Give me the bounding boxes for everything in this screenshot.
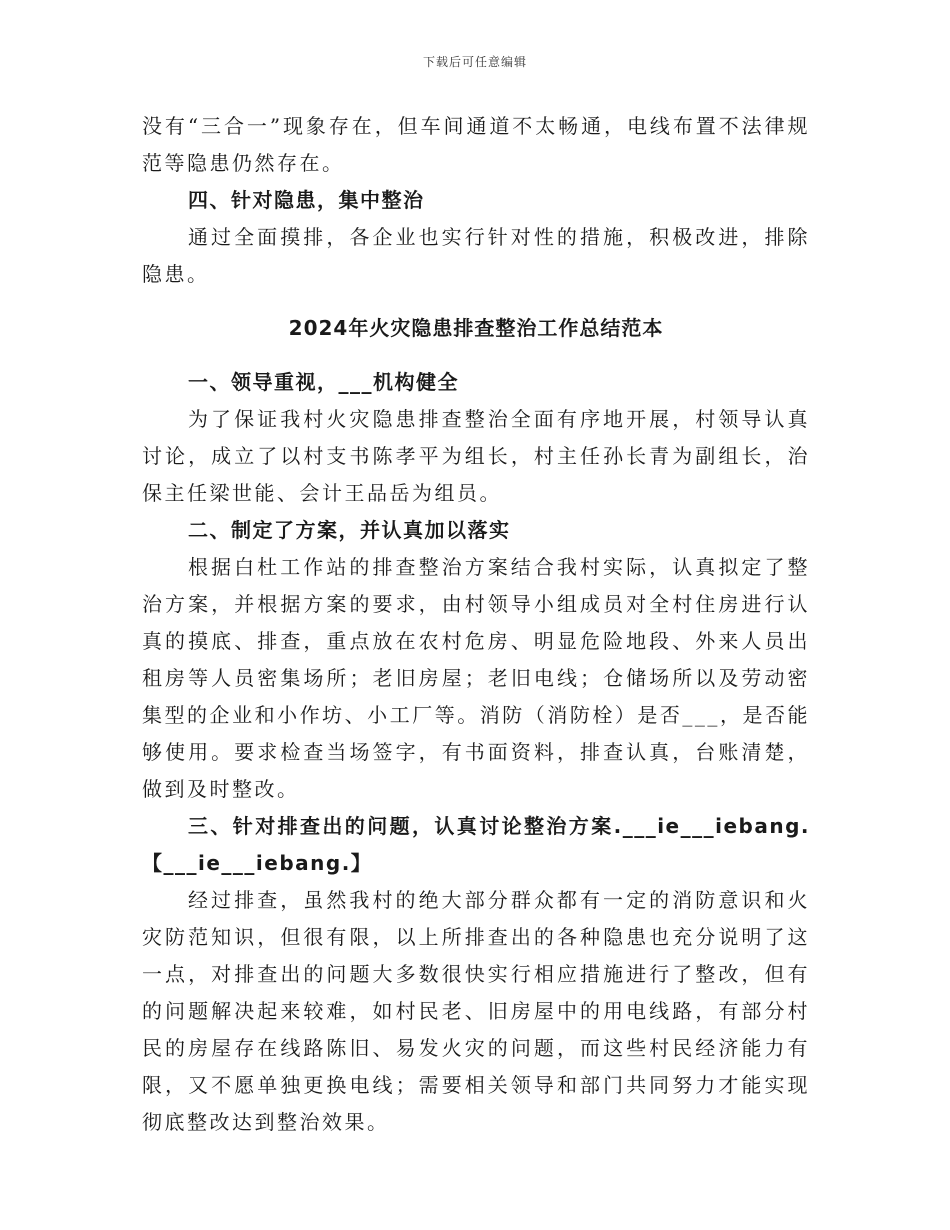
section-1-heading: 一、领导重视，___机构健全 xyxy=(188,370,459,394)
section-2-heading: 二、制定了方案，并认真加以落实 xyxy=(188,518,511,542)
section-3-body: 经过排查，虽然我村的绝大部分群众都有一定的消防意识和火灾防范知识，但很有限，以上所排查出的各种隐患也充分说明了这一点，对排查出的问题大多数很快实行相应措施进行了整改，但有的问题解决起来较难，如村民老、旧房屋中的用电线路，有部分村民的房屋存在线路陈旧、易发火灾的问题，而这些村民经济能力有限，又不愿单独更换电线；需要相关领导和部门共同努力才能实现彻底整改达到整治效果。 xyxy=(142,888,810,1134)
section-2-body: 根据白杜工作站的排查整治方案结合我村实际，认真拟定了整治方案，并根据方案的要求，由村领导小组成员对全村住房进行认真的摸底、排查，重点放在农村危房、明显危险地段、外来人员出租房等人员密集场所；老旧房屋；老旧电线；仓储场所以及劳动密集型的企业和小作坊、小工厂等。消防（消防栓）是否___，是否能够使用。要求检查当场签字，有书面资料，排查认真，台账清楚，做到及时整改。 xyxy=(142,555,810,801)
document-title: 2024年火灾隐患排查整治工作总结范本 xyxy=(288,316,664,340)
section-3-heading: 三、针对排查出的问题，认真讨论整治方案.___ie___iebang.【___ie___iebang.】 xyxy=(142,814,810,875)
section-4-heading: 四、针对隐患，集中整治 xyxy=(188,188,425,212)
document-body xyxy=(142,108,810,1141)
section-4-body: 通过全面摸排，各企业也实行针对性的措施，积极改进，排除隐患。 xyxy=(142,225,810,286)
page-header: 下载后可任意编辑 xyxy=(422,55,527,69)
section-1-body: 为了保证我村火灾隐患排查整治全面有序地开展，村领导认真讨论，成立了以村支书陈孝平为组长，村主任孙长青为副组长，治保主任梁世能、会计王品岳为组员。 xyxy=(142,407,810,505)
continued-paragraph: 没有“三合一”现象存在，但车间通道不太畅通，电线布置不法律规范等隐患仍然存在。 xyxy=(142,114,810,175)
